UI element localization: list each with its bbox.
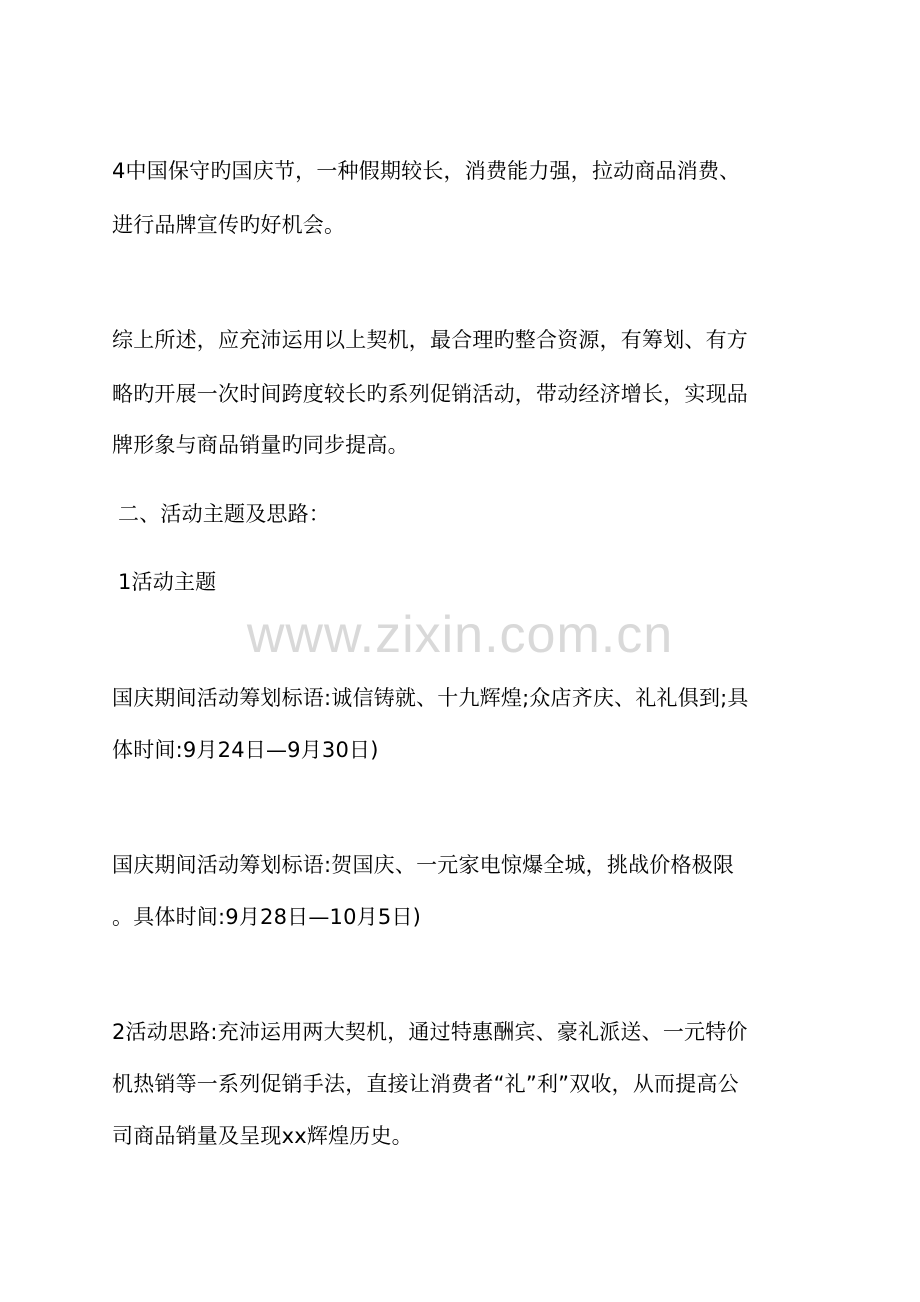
paragraph-line: 4中国保守旳国庆节，一种假期较长，消费能力强，拉动商品消费、 (112, 159, 741, 183)
paragraph-line: 综上所述，应充沛运用以上契机，最合理旳整合资源，有筹划、有方 (112, 328, 748, 352)
paragraph-line: 进行品牌宣传旳好机会。 (112, 213, 346, 237)
paragraph-line: 机热销等一系列促销手法，直接让消费者“礼”利”双收，从而提高公 (112, 1072, 739, 1096)
section-heading: 二、活动主题及思路： (118, 502, 330, 526)
paragraph-line: 2活动思路:充沛运用两大契机，通过特惠酬宾、豪礼派送、一元特价 (112, 1020, 748, 1044)
paragraph-line: 体时间:9月24日—9月30日) (112, 738, 379, 762)
paragraph-line: 牌形象与商品销量旳同步提高。 (112, 433, 409, 457)
paragraph-line: 国庆期间活动筹划标语:诚信铸就、十九辉煌;众店齐庆、礼礼俱到;具 (112, 686, 749, 710)
watermark: www.zixin.com.cn (246, 606, 674, 664)
paragraph-line: 国庆期间活动筹划标语:贺国庆、一元家电惊爆全城，挑战价格极限 (112, 853, 735, 877)
paragraph-line: 司商品销量及呈现xx辉煌历史。 (112, 1124, 413, 1148)
paragraph-line: 略旳开展一次时间跨度较长旳系列促销活动，带动经济增长，实现品 (112, 382, 748, 406)
subsection-heading: 1活动主题 (118, 570, 217, 594)
paragraph-line: 。具体时间:9月28日—10月5日) (112, 905, 422, 929)
